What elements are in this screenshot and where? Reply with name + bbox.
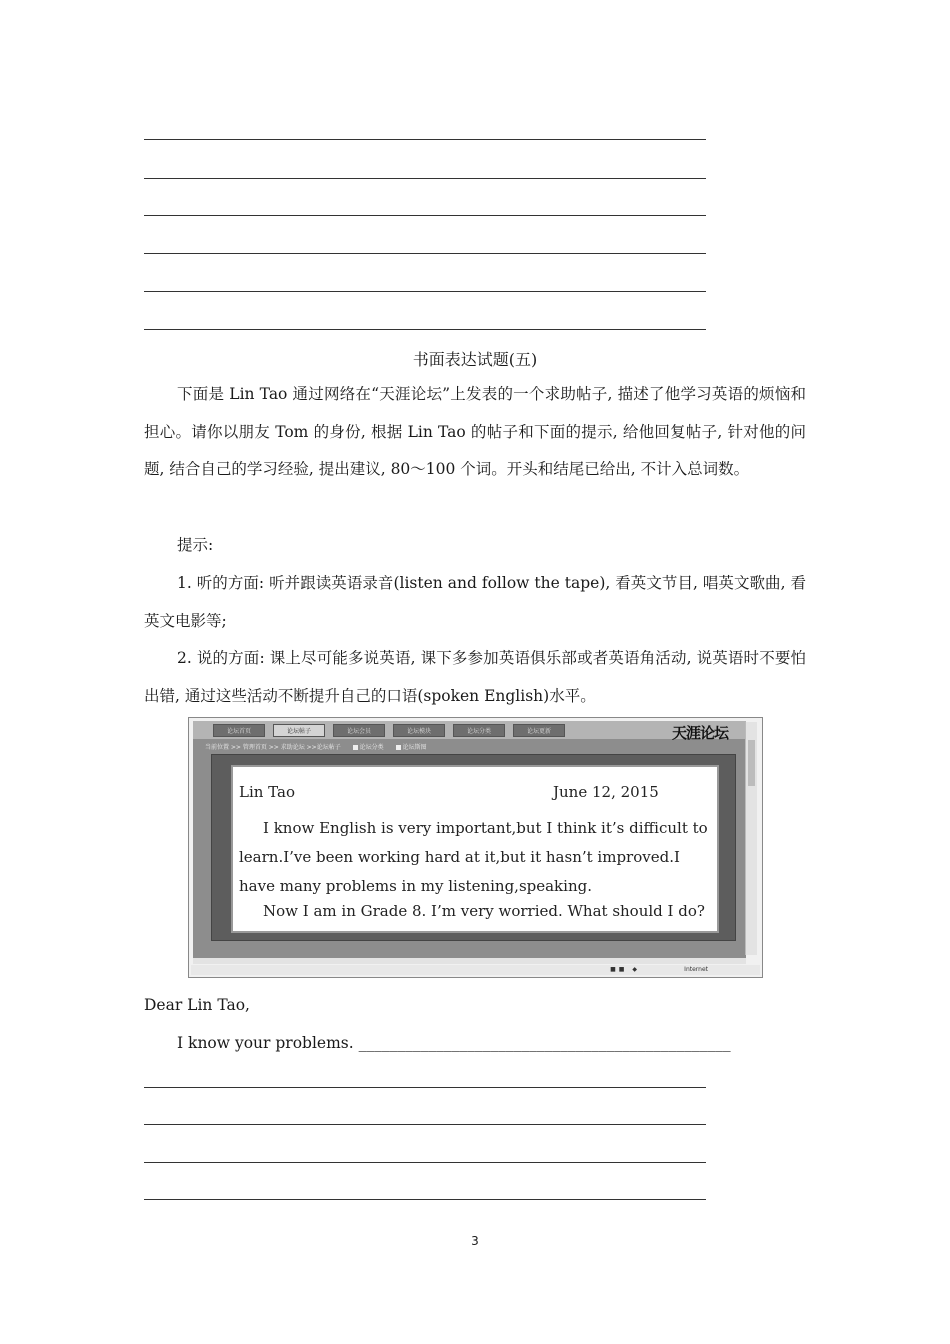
status-bar — [191, 965, 760, 975]
option-map[interactable]: 论坛斯图 — [402, 744, 427, 751]
forum-tab-bar — [193, 721, 746, 742]
forum-window — [193, 721, 746, 958]
scrollbar-thumb[interactable] — [748, 740, 755, 786]
horizontal-scrollbar[interactable] — [193, 958, 746, 964]
letter-opening: I know your problems. ________________________________________________ — [177, 1034, 731, 1052]
forum-post — [231, 765, 719, 933]
post-date: June 12, 2015 — [553, 783, 659, 801]
answer-line — [144, 1199, 706, 1200]
tab-posts[interactable]: 论坛帖子 — [273, 724, 325, 737]
answer-line — [144, 291, 706, 292]
answer-line — [144, 253, 706, 254]
salutation: Dear Lin Tao, — [144, 996, 250, 1014]
vertical-scrollbar[interactable] — [745, 722, 757, 955]
status-zone: Internet — [684, 966, 708, 973]
answer-line — [144, 329, 706, 330]
tab-categories[interactable]: 论坛分类 — [453, 724, 505, 737]
tab-modules[interactable]: 论坛模块 — [393, 724, 445, 737]
status-icons: ■■ ◆ — [610, 966, 640, 973]
tab-members[interactable]: 论坛会员 — [333, 724, 385, 737]
breadcrumb-text: 当前位置 >> 管理首页 >> 求助论坛 >>论坛帖子 — [205, 744, 341, 751]
page-title: 书面表达试题(五) — [412, 350, 538, 369]
tab-home[interactable]: 论坛首页 — [213, 724, 265, 737]
answer-line — [144, 139, 706, 140]
option-category[interactable]: 论坛分类 — [359, 744, 384, 751]
hint-listening: 1. 听的方面: 听并跟读英语录音(listen and follow the tape), 看英文节目, 唱英文歌曲, 看英文电影等; — [144, 574, 806, 630]
checkbox-icon[interactable] — [396, 745, 401, 750]
hint-speaking: 2. 说的方面: 课上尽可能多说英语, 课下多参加英语俱乐部或者英语角活动, 说英语时不要怕出错, 通过这些活动不断提升自己的口语(spoken English)水平。 — [144, 649, 806, 705]
answer-line — [144, 1162, 706, 1163]
tab-updates[interactable]: 论坛更新 — [513, 724, 565, 737]
answer-line — [144, 1087, 706, 1088]
forum-screenshot — [188, 717, 763, 978]
forum-logo: 天涯论坛 — [671, 724, 728, 742]
post-author: Lin Tao — [239, 783, 296, 801]
instruction-paragraph: 下面是 Lin Tao 通过网络在“天涯论坛”上发表的一个求助帖子, 描述了他学习英语的烦恼和担心。请你以朋友 Tom 的身份, 根据 Lin Tao 的帖子和下面的提示, 给他回复帖子, 针对他的问题, 结合自己的学习经验, 提出建议, 80～100 个词。开头和结尾已给出, 不计入总词数。 — [144, 385, 806, 478]
answer-line — [144, 178, 706, 179]
hints-label: 提示: — [177, 536, 214, 554]
answer-line — [144, 215, 706, 216]
answer-line — [144, 1124, 706, 1125]
checkbox-icon[interactable] — [353, 745, 358, 750]
page-number: 3 — [471, 1234, 479, 1248]
breadcrumb — [205, 742, 427, 751]
post-question: Now I am in Grade 8. I’m very worried. What should I do? — [263, 902, 705, 920]
post-body: I know English is very important,but I think it’s difficult to learn.I’ve been working hard at it,but it hasn’t improved.I have many problems in my listening,speaking. — [239, 819, 708, 895]
